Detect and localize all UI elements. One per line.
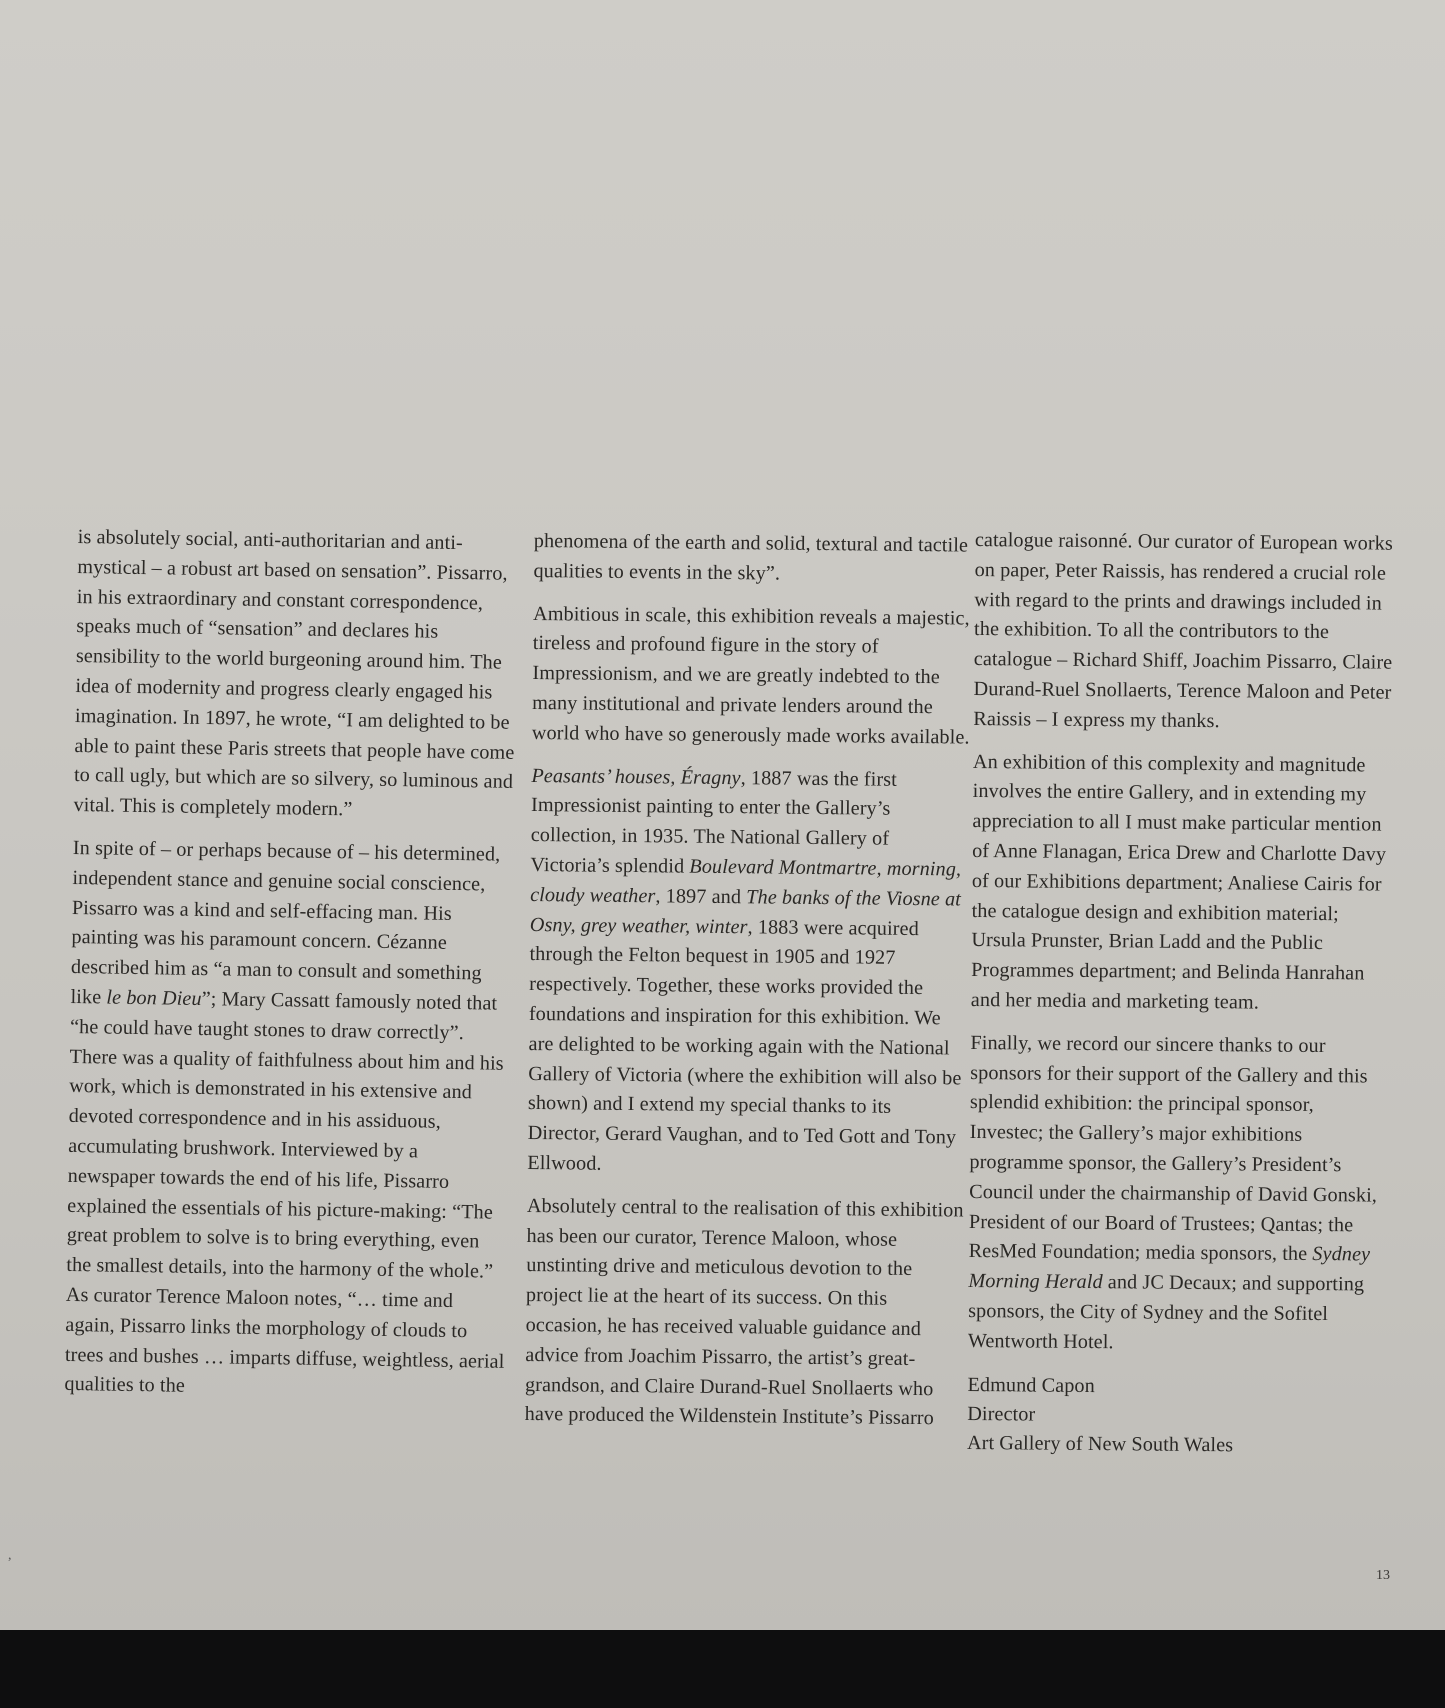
text-column-3 [967,526,1395,1461]
paragraph: phenomena of the earth and solid, textural and tactile qualities to events in the sky”. [533,529,969,585]
artwork-title: Boulevard Montmartre, morning, cloudy weather [530,855,962,908]
signatory-organization: Art Gallery of New South Wales [966,1431,1234,1456]
paragraph: Absolutely central to the realisation of this exhibition has been our curator, Terence Maloon, whose unstinting drive and meticulous devotion to the project lie at the heart of its success. On this occasion, he has received valuable guidance and advice from Joachim Pissarro, the artist’s great-grandson, and Claire Durand-Ruel Snollaerts who have produced the Wildenstein Institute’s Pissarro [524,1194,964,1430]
margin-mark: , [8,1548,12,1563]
paragraph: Ambitious in scale, this exhibition reveals a majestic, tireless and profound figure in the story of Impressionism, and we are greatly indebted to the many institutional and private lenders around the world who have so generously made works available. [531,602,970,749]
italic-phrase: le bon Dieu [106,986,202,1010]
text-column-2 [525,527,974,1435]
artwork-title: Peasants’ houses, Éragny [531,764,741,789]
page-number: 13 [1376,1568,1390,1583]
background-below-page [0,1630,1445,1708]
publication-title: Sydney Morning Herald [968,1243,1371,1294]
paragraph: is absolutely social, anti-authoritarian and anti-mystical – a robust art based on sensation”. Pissarro, in his extraordinary and constant correspondence, speaks much of “sensation” and declares his sensibility to the world burgeoning around him. The idea of modernity and progress clearly engaged his imagination. In 1897, he wrote, “I am delighted to be able to paint these Paris streets that people have come to call ugly, but which are so silvery, so luminous and vital. This is completely modern.” [73,525,515,821]
paragraph: Finally, we record our sincere thanks to our sponsors for their support of the Gallery and this splendid exhibition: the principal sponsor, Investec; the Gallery’s major exhibitions programme sponsor, the Gallery’s President’s Council under the chairmanship of David Gonski, President of our Board of Trustees; Qantas; the ResMed Foundation; media sponsors, the Sydney Morning Herald and JC Decaux; and supporting sponsors, the City of Sydney and the Sofitel Wentworth Hotel. [967,1031,1378,1353]
signatory-title: Director [967,1402,1036,1426]
paragraph: An exhibition of this complexity and magnitude involves the entire Gallery, and in extending my appreciation to all I must make particular mention of Anne Flanagan, Erica Drew and Charlotte Davy of our Exhibitions department; Analiese Cairis for the catalogue design and exhibition material; Ursula Prunster, Brian Ladd and the Public Programmes department; and Belinda Hanrahan and her media and marketing team. [970,750,1387,1014]
signature-block [967,1370,1388,1461]
paragraph: catalogue raisonné. Our curator of European works on paper, Peter Raissis, has rendered a crucial role with regard to the prints and drawings included in the exhibition. To all the contributors to the catalogue – Richard Shiff, Joachim Pissarro, Claire Durand-Ruel Snollaerts, Terence Maloon and Peter Raissis – I express my thanks. [973,528,1393,732]
paragraph: Peasants’ houses, Éragny, 1887 was the first Impressionist painting to enter the Gallery’s collection, in 1935. The National Gallery of Victoria’s splendid Boulevard Montmartre, morning, cloudy weather, 1897 and The banks of the Viosne at Osny, grey weather, winter, 1883 were acquired through the Felton bequest in 1905 and 1927 respectively. Together, these works provided the foundations and inspiration for this exhibition. We are delighted to be working again with the National Gallery of Victoria (where the exhibition will also be shown) and I extend my special thanks to its Director, Gerard Vaughan, and to Ted Gott and Tony Ellwood. [527,764,962,1175]
paragraph: In spite of – or perhaps because of – his determined, independent stance and genuine social conscience, Pissarro was a kind and self-effacing man. His painting was his paramount concern. Cézanne described him as “a man to consult and something like le bon Dieu”; Mary Cassatt famously noted that “he could have taught stones to draw correctly”. There was a quality of faithfulness about him and his work, which is demonstrated in his extensive and devoted correspondence and in his assiduous, accumulating brushwork. Interviewed by a newspaper towards the end of his life, Pissarro explained the essentials of his picture-making: “The great problem to solve is to bring everything, even the smallest details, into the harmony of the whole.” As curator Terence Maloon notes, “… time and again, Pissarro links the morphology of clouds to trees and bushes … imparts diffuse, weightless, aerial qualities to the [64,836,505,1398]
signatory-name: Edmund Capon [967,1373,1095,1397]
artwork-title: The banks of the Viosne at Osny, grey weather, winter [529,886,962,938]
text-column-1 [64,523,518,1407]
